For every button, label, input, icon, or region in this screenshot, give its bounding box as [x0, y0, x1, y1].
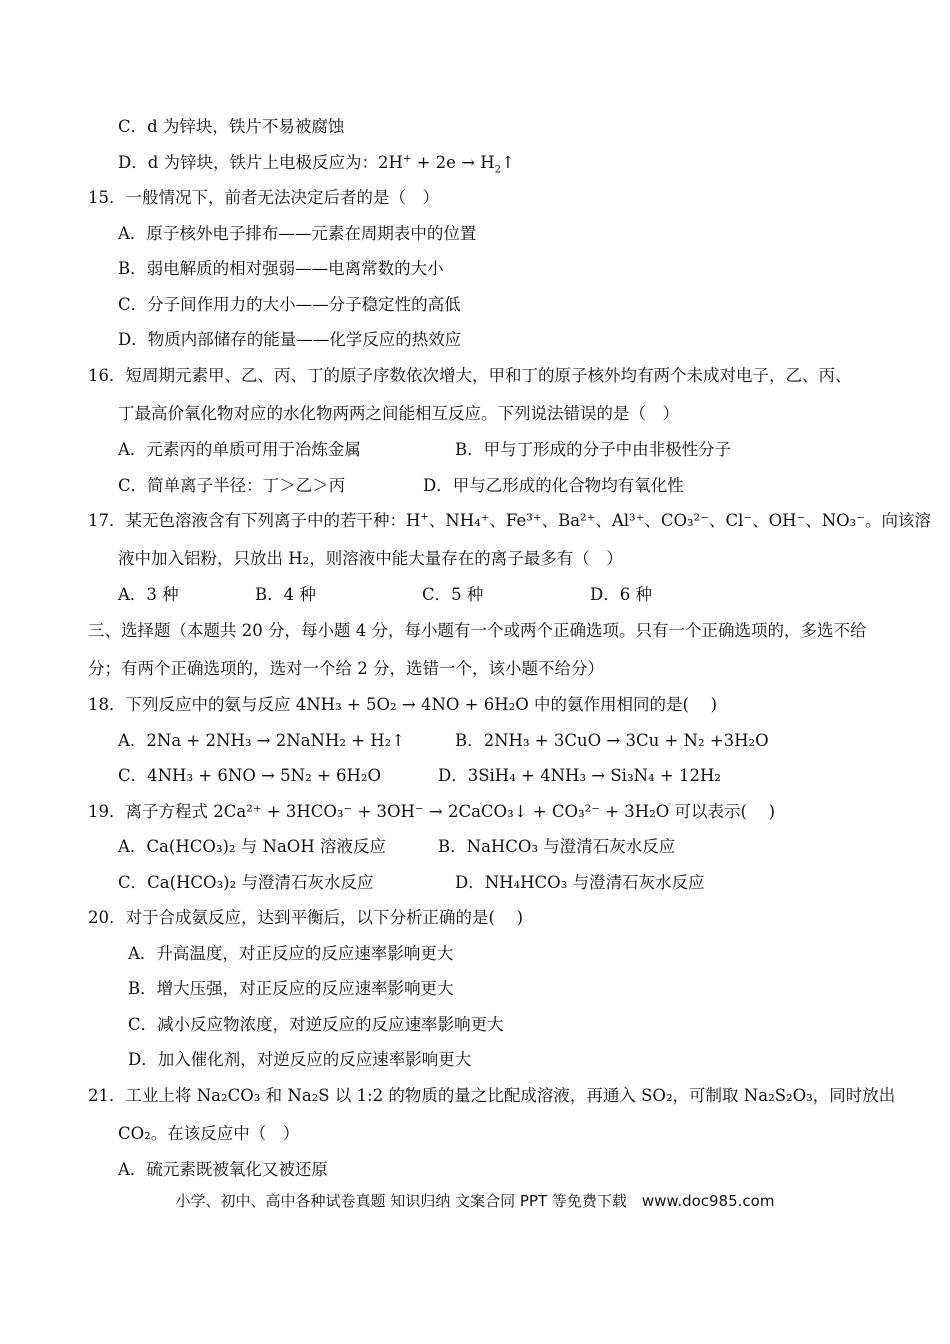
q17-option-a: A．3 种	[118, 585, 179, 604]
question-20: 20．对于合成氨反应，达到平衡后，以下分析正确的是( )	[88, 908, 524, 927]
q15-option-c: C．分子间作用力的大小——分子稳定性的高低	[118, 295, 461, 314]
q19-option-c: C．Ca(HCO₃)₂ 与澄清石灰水反应	[118, 873, 374, 892]
question-21-line1: 21．工业上将 Na₂CO₃ 和 Na₂S 以 1:2 的物质的量之比配成溶液，再通入 SO₂，可制取 Na₂S₂O₃，同时放出	[88, 1086, 896, 1105]
question-18: 18．下列反应中的氨与反应 4NH₃ + 5O₂ → 4NO + 6H₂O 中的氨作用相同的是( )	[88, 695, 718, 714]
q14-option-c: C．d 为锌块，铁片不易被腐蚀	[118, 117, 345, 136]
section-3-heading-line1: 三、选择题（本题共 20 分，每小题 4 分，每小题有一个或两个正确选项。只有一个正确选项的，多选不给	[88, 621, 867, 640]
q16-option-c: C．简单离子半径：丁＞乙＞丙	[118, 476, 346, 495]
q20-option-a: A．升高温度，对正反应的反应速率影响更大	[128, 944, 454, 963]
q18-option-c: C．4NH₃ + 6NO → 5N₂ + 6H₂O	[118, 766, 382, 785]
q16-option-b: B．甲与丁形成的分子中由非极性分子	[455, 440, 732, 459]
question-19: 19．离子方程式 2Ca²⁺ + 3HCO₃⁻ + 3OH⁻ → 2CaCO₃↓ + CO₃²⁻ + 3H₂O 可以表示( )	[88, 802, 776, 821]
question-17-line2: 液中加入铝粉，只放出 H₂，则溶液中能大量存在的离子最多有（ ）	[118, 549, 623, 568]
section-3-heading-line2: 分；有两个正确选项的，选对一个给 2 分，选错一个，该小题不给分）	[88, 659, 604, 678]
q14-option-d-text: D．d 为锌块，铁片上电极反应为：2H	[118, 153, 403, 172]
q14-option-d-end: ↑	[501, 153, 515, 172]
page-footer: 小学、初中、高中各种试卷真题 知识归纳 文案合同 PPT 等免费下载 www.doc985.com	[175, 1192, 775, 1210]
q14-option-d	[118, 152, 515, 174]
q15-option-a: A．原子核外电子排布——元素在周期表中的位置	[118, 224, 477, 243]
q15-option-d: D．物质内部储存的能量——化学反应的热效应	[118, 330, 462, 349]
question-16-line2: 丁最高价氧化物对应的水化物两两之间能相互反应。下列说法错误的是（ ）	[118, 404, 679, 423]
q19-option-b: B．NaHCO₃ 与澄清石灰水反应	[438, 837, 676, 856]
q14-option-d-sup: +	[402, 153, 412, 165]
q20-option-c: C．减小反应物浓度，对逆反应的反应速率影响更大	[128, 1015, 504, 1034]
question-17-line1	[88, 510, 931, 532]
q16-option-d: D．甲与乙形成的化合物均有氧化性	[423, 476, 684, 495]
q20-option-b: B．增大压强，对正反应的反应速率影响更大	[128, 979, 454, 998]
question-16-line1: 16．短周期元素甲、乙、丙、丁的原子序数依次增大，甲和丁的原子核外均有两个未成对电子，乙、丙、	[88, 366, 852, 385]
q17-option-d: D．6 种	[590, 585, 652, 604]
q20-option-d: D．加入催化剂，对逆反应的反应速率影响更大	[128, 1050, 472, 1069]
q14-option-d-mid: + 2e → H	[411, 153, 495, 172]
q19-option-a: A．Ca(HCO₃)₂ 与 NaOH 溶液反应	[118, 837, 386, 856]
question-15: 15．一般情况下，前者无法决定后者的是（ ）	[88, 188, 439, 207]
q18-option-d: D．3SiH₄ + 4NH₃ → Si₃N₄ + 12H₂	[438, 766, 721, 785]
q19-option-d: D．NH₄HCO₃ 与澄清石灰水反应	[455, 873, 705, 892]
q17-h-sup: +	[420, 511, 429, 523]
q21-option-a: A．硫元素既被氧化又被还原	[118, 1160, 328, 1179]
question-17-ions: 、NH₄⁺、Fe³⁺、Ba²⁺、Al³⁺、CO₃²⁻、Cl⁻、OH⁻、NO₃⁻。向该溶	[428, 511, 931, 530]
q15-option-b: B．弱电解质的相对强弱——电离常数的大小	[118, 259, 444, 278]
q17-option-c: C．5 种	[422, 585, 484, 604]
q14-option-d-sub: 2	[494, 164, 501, 176]
q17-option-b: B．4 种	[255, 585, 316, 604]
q16-option-a: A．元素丙的单质可用于冶炼金属	[118, 440, 361, 459]
q18-option-a: A．2Na + 2NH₃ → 2NaNH₂ + H₂↑	[118, 731, 406, 750]
q18-option-b: B．2NH₃ + 3CuO → 3Cu + N₂ +3H₂O	[455, 731, 769, 750]
question-21-line2: CO₂。在该反应中（ ）	[118, 1124, 300, 1143]
question-17-text: 17．某无色溶液含有下列离子中的若干种：H	[88, 511, 421, 530]
